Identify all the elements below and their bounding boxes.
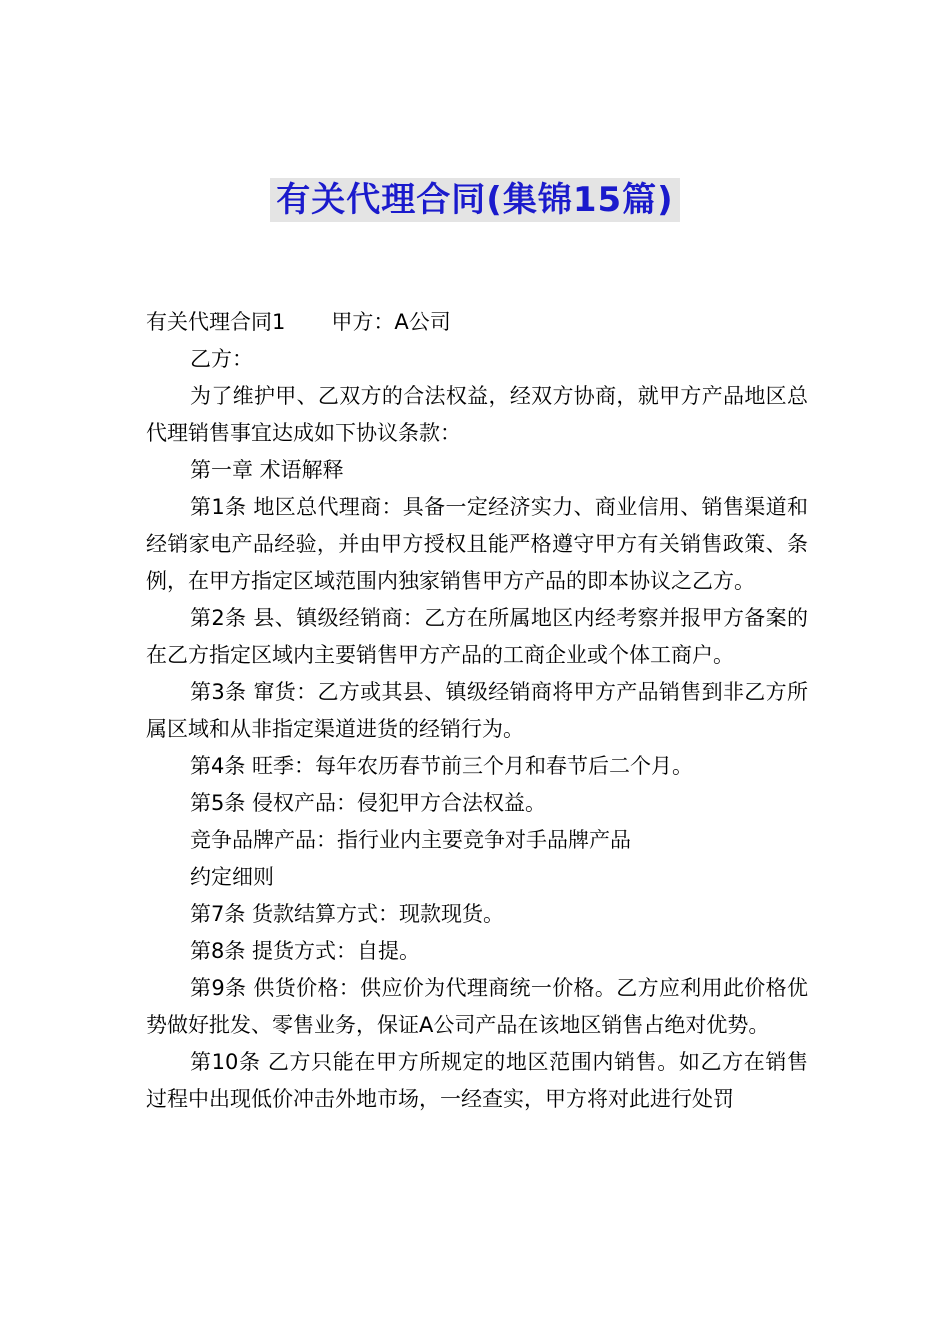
- section-title: 有关代理合同1: [146, 310, 286, 334]
- paragraph: 第1条 地区总代理商：具备一定经济实力、商业信用、销售渠道和经销家电产品经验，并由甲方授权且能严格遵守甲方有关销售政策、条例，在甲方指定区域范围内独家销售甲方产品的即本协议之乙方。: [146, 495, 808, 593]
- party-a-line: 甲方：A公司: [331, 310, 451, 334]
- paragraph: 第2条 县、镇级经销商：乙方在所属地区内经考察并报甲方备案的在乙方指定区域内主要销售甲方产品的工商企业或个体工商户。: [146, 606, 808, 667]
- paragraph: 乙方：: [190, 347, 253, 371]
- paragraph: 第10条 乙方只能在甲方所规定的地区范围内销售。如乙方在销售过程中出现低价冲击外地市场，一经查实，甲方将对此进行处罚: [146, 1050, 808, 1111]
- paragraph: 第5条 侵权产品：侵犯甲方合法权益。: [190, 791, 547, 815]
- paragraph: 第4条 旺季：每年农历春节前三个月和春节后二个月。: [190, 754, 694, 778]
- paragraph: 第9条 供货价格：供应价为代理商统一价格。乙方应利用此价格优势做好批发、零售业务，保证A公司产品在该地区销售占绝对优势。: [146, 976, 808, 1037]
- paragraph: 第8条 提货方式：自提。: [190, 939, 421, 963]
- paragraph: 第3条 窜货：乙方或其县、镇级经销商将甲方产品销售到非乙方所属区域和从非指定渠道进货的经销行为。: [146, 680, 808, 741]
- chapter-heading: 第一章 术语解释: [190, 458, 344, 482]
- paragraph: 竞争品牌产品：指行业内主要竞争对手品牌产品: [190, 828, 631, 852]
- paragraph: 约定细则: [190, 865, 274, 889]
- section-heading-line: [146, 304, 808, 341]
- paragraph: 为了维护甲、乙双方的合法权益，经双方协商，就甲方产品地区总代理销售事宜达成如下协议条款：: [146, 384, 808, 445]
- document-title-text: 有关代理合同(集锦15篇): [270, 178, 679, 222]
- document-title: [0, 172, 950, 228]
- document-body: [146, 304, 808, 1118]
- paragraph: 第7条 货款结算方式：现款现货。: [190, 902, 505, 926]
